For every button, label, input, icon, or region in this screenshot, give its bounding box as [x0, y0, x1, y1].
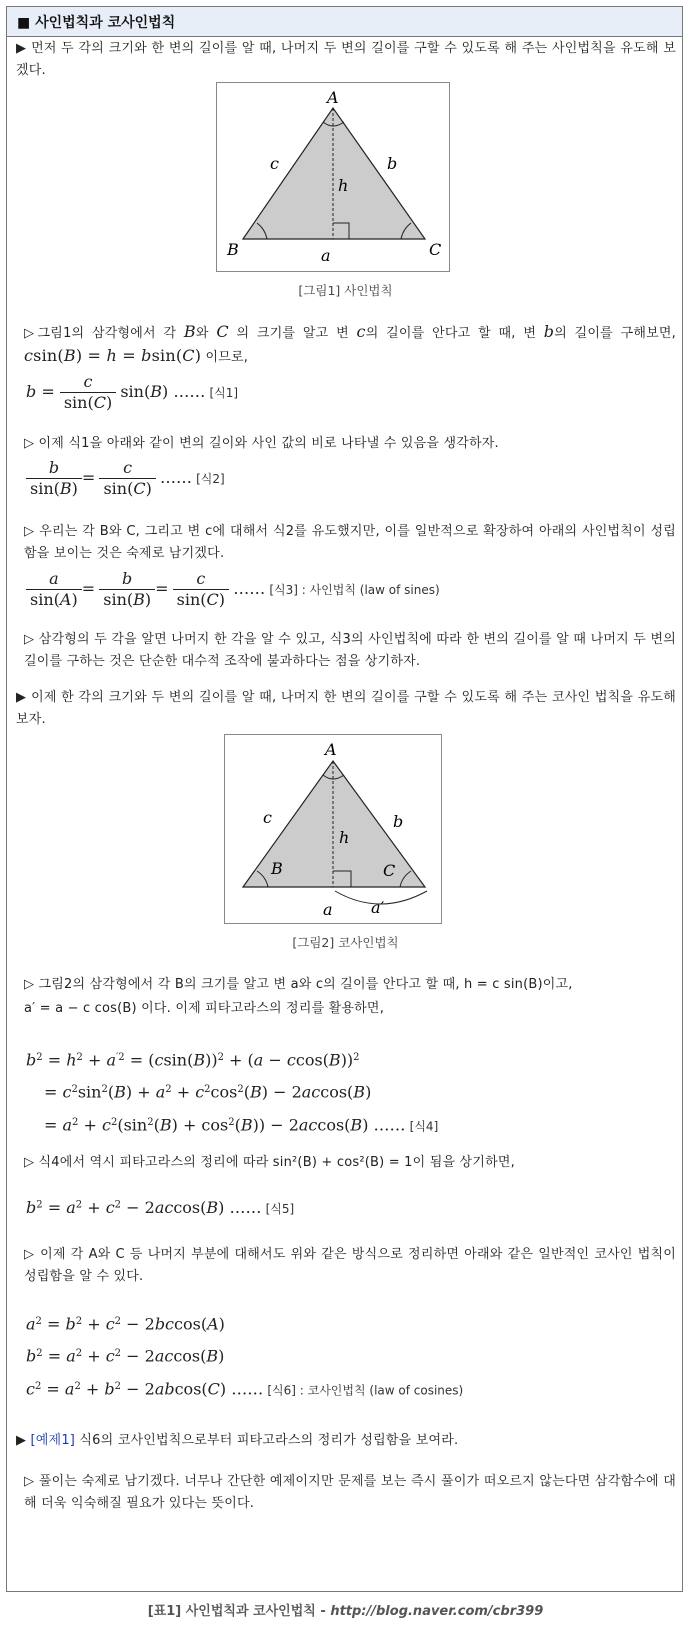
- label-A: A: [325, 740, 337, 759]
- example-1: ▶ [예제1] 식6의 코사인법칙으로부터 피타고라스의 정리가 성립함을 보여라.: [16, 1433, 459, 1448]
- para-generalize: ▷ 우리는 각 B와 C, 그리고 변 c에 대해서 식2를 유도했지만, 이를 일반적으로 확장하여 아래의 사인법칙이 성립함을 보이는 것은 숙제로 남기겠다.: [24, 524, 676, 561]
- label-b: b: [393, 812, 404, 831]
- para-cos-setup-2: a′ = a − c cos(B) 이다. 이제 피타고라스의 정리를 활용하면,: [24, 1001, 385, 1016]
- intro-sine: ▶ 먼저 두 각의 크기와 한 변의 길이를 알 때, 나머지 두 변의 길이를 구할 수 있도록 해 주는 사인법칙을 유도해 보겠다.: [16, 41, 676, 78]
- para-pythag: ▷ 식4에서 역시 피타고라스의 정리에 따라 sin²(B) + cos²(B) = 1이 됨을 상기하면,: [24, 1155, 515, 1170]
- label-A: A: [327, 88, 339, 107]
- figure2-caption: [그림2] 코사인법칙: [292, 935, 399, 950]
- figure1-caption: [그림1] 사인법칙: [298, 283, 393, 298]
- footer-caption: [표1] 사인법칙과 코사인법칙 - http://blog.naver.com/cbr399: [147, 1604, 544, 1619]
- figure-sine-law: [216, 82, 450, 272]
- equation-2: $\frac{b}{\sin(B)}$ = $\frac{c}{\sin(C)}$ …… [식2]: [26, 458, 225, 501]
- page-title: ■ 사인법칙과 코사인법칙: [17, 15, 176, 31]
- label-h: h: [339, 828, 350, 847]
- intro-cosine: ▶ 이제 한 각의 크기와 두 변의 길이를 알 때, 나머지 한 변의 길이를 구할 수 있도록 해 주는 코사인 법칙을 유도해 보자.: [16, 690, 676, 727]
- label-a-prime: a′: [371, 898, 385, 917]
- para-ratio: ▷ 이제 식1을 아래와 같이 변의 길이와 사인 값의 비로 나타낼 수 있음을 생각하자.: [24, 436, 499, 451]
- label-c: c: [263, 808, 272, 827]
- example-link[interactable]: [예제1]: [30, 1433, 76, 1448]
- para-solution: ▷ 풀이는 숙제로 남기겠다. 너무나 간단한 예제이지만 문제를 보는 즉시 풀이가 떠오르지 않는다면 삼각함수에 대해 더욱 익숙해질 필요가 있다는 뜻이다.: [24, 1474, 676, 1511]
- para-cos-setup-1: ▷ 그림2의 삼각형에서 각 B의 크기를 알고 변 a와 c의 길이를 안다고 할 때, h = c sin(B)이고,: [24, 977, 573, 992]
- blog-url[interactable]: http://blog.naver.com/cbr399: [330, 1604, 544, 1619]
- equation-5: $b^2 = a^2 + c^2 - 2accos(B)$ …… [식5]: [26, 1198, 295, 1217]
- equation-4: $b^2 = h^2 + a^{'2} = (csin(B))^2 + (a - ccos(B))^2$ = $c^2\sin^2(B) + a^2 + c^2\cos^2(B) - 2accos(B)$ = $a^2 + c^2(\sin^2(B) + \cos^2(B)) - 2accos(B)$ …… [식4]: [26, 1050, 439, 1134]
- section-header: [7, 7, 682, 37]
- triangle-diagram-2: [225, 735, 441, 923]
- equation-1: b = $\frac{c}{\sin(C)}$ sin(B) …… [식1]: [26, 372, 238, 415]
- label-b: b: [387, 154, 398, 173]
- triangle-diagram-1: [217, 83, 449, 271]
- para-general-cos: ▷ 이제 각 A와 C 등 나머지 부분에 대해서도 위와 같은 방식으로 정리하면 아래와 같은 일반적인 코사인 법칙이 성립함을 알 수 있다.: [24, 1247, 676, 1284]
- label-a: a: [321, 246, 331, 265]
- para-note: ▷ 삼각형의 두 각을 알면 나머지 한 각을 알 수 있고, 식3의 사인법칙에 따라 한 변의 길이를 알 때 나머지 두 변의 길이를 구하는 것은 단순한 대수적 조작에 불과하다는 점을 상기하자.: [24, 632, 676, 669]
- label-h: h: [338, 176, 349, 195]
- label-C: C: [429, 240, 442, 259]
- label-B: B: [271, 859, 283, 878]
- equation-3: $\frac{a}{\sin(A)}$ = $\frac{b}{\sin(B)}$ = $\frac{c}{\sin(C)}$ …… [식3] : 사인법칙 (law of sines): [26, 569, 440, 612]
- label-C: C: [383, 861, 396, 880]
- label-c: c: [270, 154, 279, 173]
- label-a: a: [323, 900, 333, 919]
- figure-cosine-law: [224, 734, 442, 924]
- label-B: B: [227, 240, 239, 259]
- equation-6: $a^2 = b^2 + c^2 - 2bccos(A)$ $b^2 = a^2 + c^2 - 2accos(B)$ $c^2 = a^2 + b^2 - 2abcos(C)$ …… [식6] : 코사인법칙 (law of cosines): [26, 1314, 464, 1398]
- para-sine-derivation: ▷그림1의 삼각형에서 각 B와 C 의 크기를 알고 변 c의 길이를 안다고 할 때, 변 b의 길이를 구해보면, csin(B) = h = bsin(C) 이므로,: [24, 322, 676, 365]
